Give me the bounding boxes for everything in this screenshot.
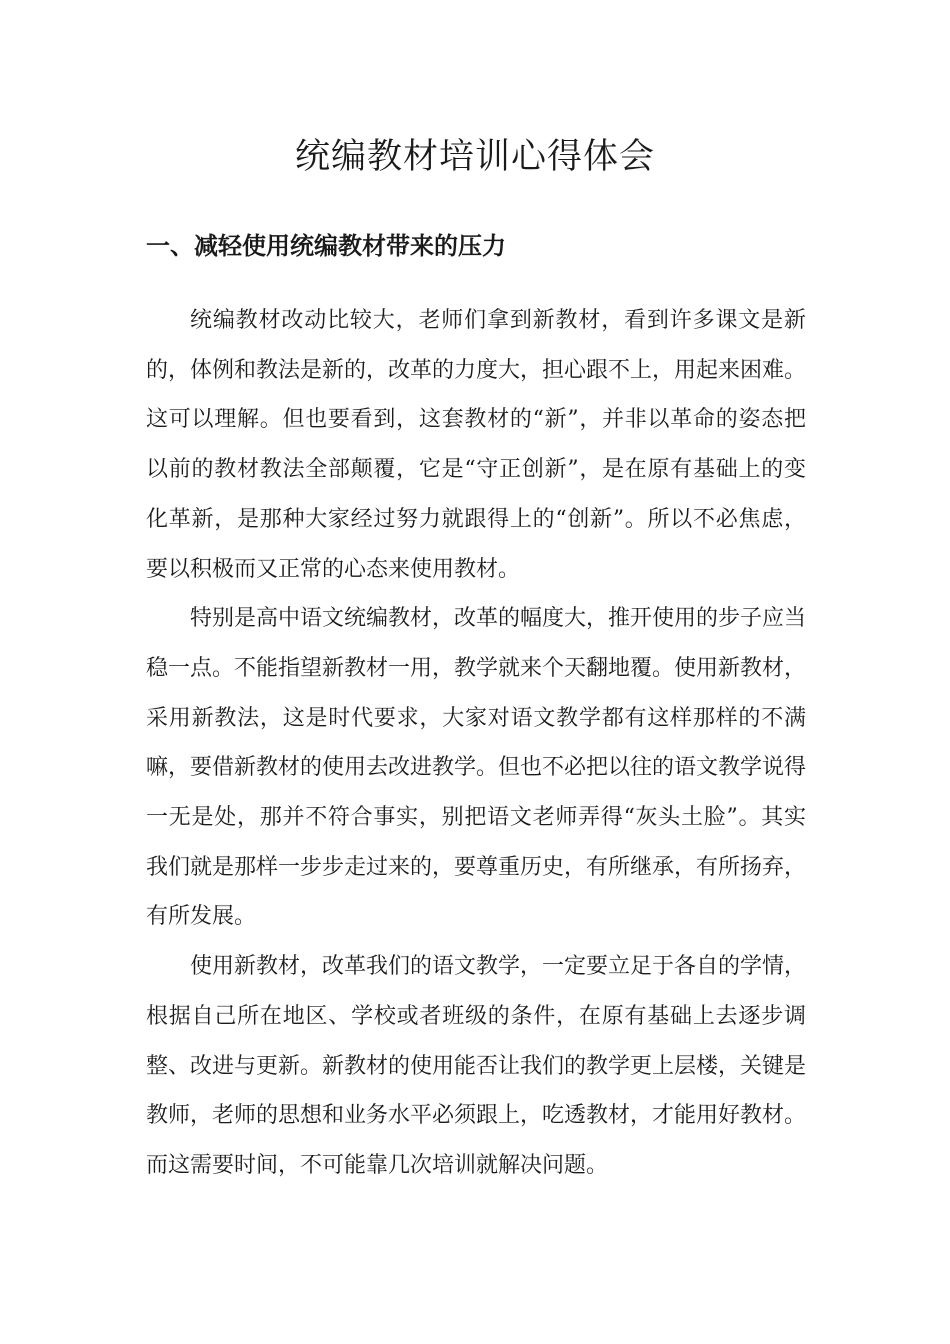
section-heading: 一、减轻使用统编教材带来的压力: [146, 232, 506, 260]
paragraph-1: 统编教材改动比较大，老师们拿到新教材，看到许多课文是新的，体例和教法是新的，改革的力度大，担心跟不上，用起来困难。这可以理解。但也要看到，这套教材的“新”，并非以革命的姿态把以前的教材教法全部颠覆，它是“守正创新”，是在原有基础上的变化革新，是那种大家经过努力就跟得上的“创新”。所以不必焦虑，要以积极而又正常的心态来使用教材。: [146, 308, 807, 582]
body-text: [146, 296, 806, 1191]
paragraph-3: 使用新教材，改革我们的语文教学，一定要立足于各自的学情，根据自己所在地区、学校或者班级的条件，在原有基础上去逐步调整、改进与更新。新教材的使用能否让我们的教学更上层楼，关键是教师，老师的思想和业务水平必须跟上，吃透教材，才能用好教材。而这需要时间，不可能靠几次培训就解决问题。: [146, 954, 807, 1178]
document-title: 统编教材培训心得体会: [294, 137, 655, 177]
paragraph-2: 特别是高中语文统编教材，改革的幅度大，推开使用的步子应当稳一点。不能指望新教材一用，教学就来个天翻地覆。使用新教材，采用新教法，这是时代要求，大家对语文教学都有这样那样的不满嘛，要借新教材的使用去改进教学。但也不必把以往的语文教学说得一无是处，那并不符合事实，别把语文老师弄得“灰头土脸”。其实我们就是那样一步步走过来的，要尊重历史，有所继承，有所扬弃，有所发展。: [146, 606, 807, 930]
